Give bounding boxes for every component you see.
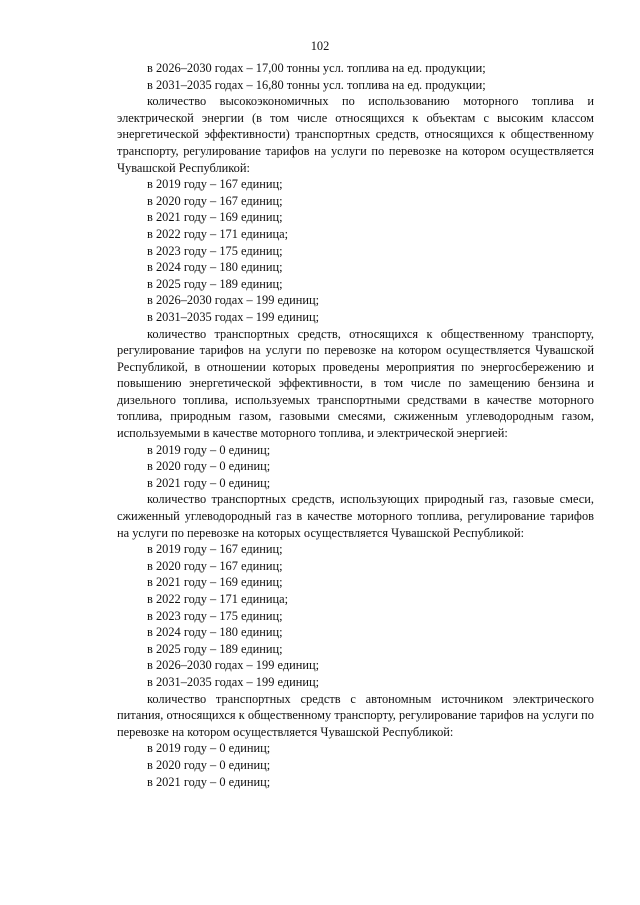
paragraph-high-efficiency-vehicles: количество высокоэкономичных по использованию моторного топлива и электрической энергии (в том числе относящихся к объектам с высоким классом энергетической эффективности) транспортных средств, относящихся к общественному транспорту, регулирование тарифов на услуги по перевозке на котором осуществляется Чувашской Республикой: [117, 94, 594, 175]
list-item: в 2024 году – 180 единиц; [147, 260, 283, 275]
list-item: в 2021 году – 0 единиц; [147, 475, 271, 490]
list-item: в 2025 году – 189 единиц; [147, 641, 283, 656]
list-item: в 2031–2035 годах – 199 единиц; [147, 674, 320, 689]
document-body [117, 60, 594, 790]
list-item: в 2024 году – 180 единиц; [147, 625, 283, 640]
list-item: в 2026–2030 годах – 17,00 тонны усл. топлива на ед. продукции; [147, 61, 486, 75]
list-item: в 2023 году – 175 единиц; [147, 608, 283, 623]
list-item: в 2019 году – 0 единиц; [147, 442, 271, 457]
list-item: в 2019 году – 167 единиц; [147, 177, 283, 192]
list-item: в 2020 году – 0 единиц; [147, 459, 271, 474]
list-item: в 2020 году – 167 единиц; [147, 558, 283, 573]
list-item: в 2019 году – 167 единиц; [147, 542, 283, 557]
list-item: в 2021 году – 169 единиц; [147, 210, 283, 225]
list-item: в 2020 году – 0 единиц; [147, 757, 271, 772]
list-item: в 2026–2030 годах – 199 единиц; [147, 658, 320, 673]
list-item: в 2019 году – 0 единиц; [147, 741, 271, 756]
paragraph-energy-saving-vehicles: количество транспортных средств, относящихся к общественному транспорту, регулирование тарифов на услуги по перевозке на котором осуществляется Чувашской Республикой, в отношении которых проведены мероприятия по энергосбережению и повышению энергетической эффективности, в том числе по замещению бензина и дизельного топлива, используемых транспортными средствами в качестве моторного топлива, природным газом, газовыми смесями, сжиженным углеводородным газом, используемыми в качестве моторного топлива, и электрической энергией: [117, 326, 594, 441]
list-item: в 2031–2035 годах – 16,80 тонны усл. топлива на ед. продукции; [147, 77, 486, 92]
page-number: 102 [310, 39, 330, 53]
list-item: в 2031–2035 годах – 199 единиц; [147, 309, 320, 324]
paragraph-gas-fuel-vehicles: количество транспортных средств, использующих природный газ, газовые смеси, сжиженный углеводородный газ в качестве моторного топлива, регулирование тарифов на услуги по перевозке на которых осуществляется Чувашской Республикой: [117, 492, 594, 540]
list-item: в 2021 году – 169 единиц; [147, 575, 283, 590]
list-item: в 2020 году – 167 единиц; [147, 193, 283, 208]
list-item: в 2022 году – 171 единица; [147, 592, 289, 606]
list-item: в 2022 году – 171 единица; [147, 226, 289, 241]
list-item: в 2023 году – 175 единиц; [147, 243, 283, 258]
list-item: в 2021 году – 0 единиц; [147, 774, 271, 789]
list-item: в 2026–2030 годах – 199 единиц; [147, 293, 320, 308]
paragraph-electric-vehicles: количество транспортных средств с автономным источником электрического питания, относящихся к общественному транспорту, регулирование тарифов на услуги по перевозке на котором осуществляется Чувашской Республикой: [117, 691, 594, 739]
list-item: в 2025 году – 189 единиц; [147, 276, 283, 291]
